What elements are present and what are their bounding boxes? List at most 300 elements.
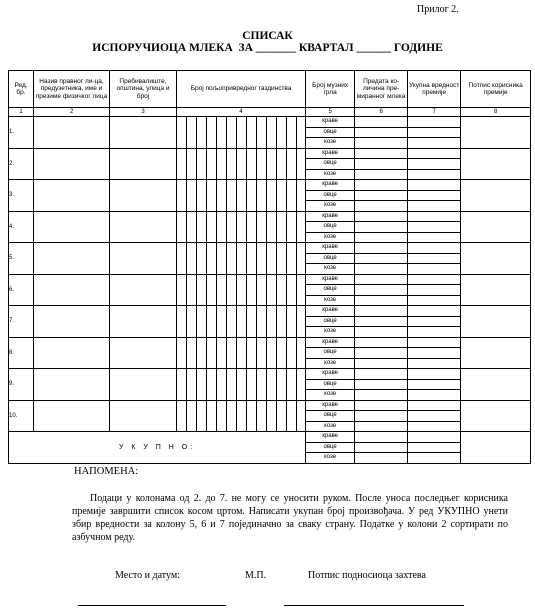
farm-digit-cell xyxy=(177,274,187,306)
farm-digit-cell xyxy=(207,243,217,275)
farm-digit-cell xyxy=(267,306,277,338)
farm-digit-cell xyxy=(237,243,247,275)
farm-digit-cell xyxy=(257,117,267,149)
farm-digit-cell xyxy=(187,117,197,149)
farm-digit-cell xyxy=(187,148,197,180)
premium-value-cell xyxy=(408,232,461,243)
species-label: краве xyxy=(306,211,355,222)
farm-digit-cell xyxy=(197,306,207,338)
premium-value-cell xyxy=(408,180,461,191)
farm-digit-cell xyxy=(237,306,247,338)
premium-value-cell xyxy=(408,327,461,338)
header-premium-value: Укупна вредност премије xyxy=(408,71,461,108)
annex-label: Прилог 2. xyxy=(417,4,459,15)
farm-digit-cell xyxy=(277,337,287,369)
premium-value-cell xyxy=(408,390,461,401)
farm-digit-cell xyxy=(217,117,227,149)
farm-digit-cell xyxy=(227,148,237,180)
supplier-name-cell xyxy=(34,148,110,180)
supplier-name-cell xyxy=(34,180,110,212)
species-label: козе xyxy=(306,232,355,243)
species-label: козе xyxy=(306,453,355,464)
farm-digit-cell xyxy=(187,274,197,306)
premium-value-cell xyxy=(408,411,461,422)
species-label: краве xyxy=(306,369,355,380)
farm-digit-cell xyxy=(237,274,247,306)
signature-cell xyxy=(461,369,531,401)
row-number: 6. xyxy=(9,274,34,306)
residence-cell xyxy=(110,369,177,401)
species-label: краве xyxy=(306,274,355,285)
farm-digit-cell xyxy=(257,337,267,369)
farm-digit-cell xyxy=(177,180,187,212)
farm-digit-cell xyxy=(277,400,287,432)
farm-digit-cell xyxy=(227,117,237,149)
supplier-row xyxy=(9,337,531,348)
header-dairy-animals: Број музних грла xyxy=(306,71,355,108)
milk-quantity-cell xyxy=(355,390,408,401)
species-label: овце xyxy=(306,411,355,422)
supplier-name-cell xyxy=(34,369,110,401)
premium-value-cell xyxy=(408,306,461,317)
species-label: краве xyxy=(306,432,355,443)
signature-cell xyxy=(461,274,531,306)
species-label: овце xyxy=(306,348,355,359)
farm-digit-cell xyxy=(207,369,217,401)
milk-quantity-cell xyxy=(355,306,408,317)
milk-quantity-cell xyxy=(355,264,408,275)
milk-quantity-cell xyxy=(355,274,408,285)
farm-digit-cell xyxy=(247,180,257,212)
milk-quantity-cell xyxy=(355,442,408,453)
note-text: Подаци у колонама од 2. до 7. не могу се уносити руком. После уноса последњег корисника премије завршити список косом цртом. Написати укупан број произвођача. У ред УКУПНО унети збир вредности за колону 5, 6 и 7 појединачно за сваку страну. Податке у колони 2 сортирати по азбучном реду. xyxy=(72,493,508,543)
row-number: 10. xyxy=(9,400,34,432)
row-number: 7. xyxy=(9,306,34,338)
farm-digit-cell xyxy=(247,400,257,432)
farm-digit-cell xyxy=(227,337,237,369)
residence-cell xyxy=(110,274,177,306)
farm-digit-cell xyxy=(297,180,306,212)
document-subtitle: ИСПОРУЧИОЦА МЛЕКА ЗА _______ КВАРТАЛ ______ ГОДИНЕ xyxy=(92,42,443,54)
row-number: 2. xyxy=(9,148,34,180)
header-row-number: Ред. бр. xyxy=(9,71,34,108)
species-label: овце xyxy=(306,159,355,170)
header-supplier-name: Назив правног ли-ца, предузетника, име и презиме физичког лица xyxy=(34,71,110,108)
farm-digit-cell xyxy=(267,211,277,243)
farm-digit-cell xyxy=(197,117,207,149)
column-number: 7 xyxy=(408,108,461,117)
farm-digit-cell xyxy=(257,211,267,243)
farm-digit-cell xyxy=(247,369,257,401)
premium-value-cell xyxy=(408,274,461,285)
row-number: 4. xyxy=(9,211,34,243)
farm-digit-cell xyxy=(217,148,227,180)
farm-digit-cell xyxy=(257,180,267,212)
farm-digit-cell xyxy=(297,148,306,180)
farm-digit-cell xyxy=(297,400,306,432)
farm-digit-cell xyxy=(267,180,277,212)
farm-digit-cell xyxy=(207,337,217,369)
species-label: овце xyxy=(306,285,355,296)
column-number: 3 xyxy=(110,108,177,117)
farm-digit-cell xyxy=(277,117,287,149)
species-label: овце xyxy=(306,222,355,233)
signature-cell xyxy=(461,211,531,243)
farm-digit-cell xyxy=(297,211,306,243)
species-label: овце xyxy=(306,442,355,453)
milk-quantity-cell xyxy=(355,421,408,432)
milk-quantity-cell xyxy=(355,222,408,233)
farm-digit-cell xyxy=(217,306,227,338)
premium-value-cell xyxy=(408,253,461,264)
milk-quantity-cell xyxy=(355,453,408,464)
supplier-name-cell xyxy=(34,274,110,306)
premium-value-cell xyxy=(408,432,461,443)
farm-digit-cell xyxy=(197,148,207,180)
signature-cell xyxy=(461,432,531,464)
farm-digit-cell xyxy=(257,243,267,275)
supplier-row xyxy=(9,274,531,285)
farm-digit-cell xyxy=(237,117,247,149)
farm-digit-cell xyxy=(227,211,237,243)
farm-digit-cell xyxy=(287,211,297,243)
farm-digit-cell xyxy=(207,117,217,149)
farm-digit-cell xyxy=(207,211,217,243)
farm-digit-cell xyxy=(277,148,287,180)
milk-quantity-cell xyxy=(355,337,408,348)
milk-quantity-cell xyxy=(355,117,408,128)
stamp-label: М.П. xyxy=(245,570,267,581)
row-number: 5. xyxy=(9,243,34,275)
residence-cell xyxy=(110,180,177,212)
premium-value-cell xyxy=(408,264,461,275)
farm-digit-cell xyxy=(237,211,247,243)
farm-digit-cell xyxy=(277,369,287,401)
species-label: краве xyxy=(306,180,355,191)
farm-digit-cell xyxy=(217,180,227,212)
farm-digit-cell xyxy=(207,180,217,212)
signature-cell xyxy=(461,243,531,275)
farm-digit-cell xyxy=(217,243,227,275)
milk-quantity-cell xyxy=(355,180,408,191)
premium-value-cell xyxy=(408,453,461,464)
farm-digit-cell xyxy=(277,211,287,243)
farm-digit-cell xyxy=(237,369,247,401)
farm-digit-cell xyxy=(237,337,247,369)
place-date-line xyxy=(78,605,226,606)
farm-digit-cell xyxy=(287,306,297,338)
species-label: краве xyxy=(306,400,355,411)
species-label: козе xyxy=(306,421,355,432)
premium-value-cell xyxy=(408,442,461,453)
milk-quantity-cell xyxy=(355,169,408,180)
header-signature: Потпис корисника премије xyxy=(461,71,531,108)
farm-digit-cell xyxy=(177,117,187,149)
farm-digit-cell xyxy=(197,274,207,306)
farm-digit-cell xyxy=(257,400,267,432)
farm-digit-cell xyxy=(297,243,306,275)
residence-cell xyxy=(110,243,177,275)
farm-digit-cell xyxy=(227,306,237,338)
signature-cell xyxy=(461,148,531,180)
column-numbers-row xyxy=(9,108,531,117)
premium-value-cell xyxy=(408,348,461,359)
supplier-row xyxy=(9,180,531,191)
milk-quantity-cell xyxy=(355,253,408,264)
milk-quantity-cell xyxy=(355,379,408,390)
farm-digit-cell xyxy=(217,211,227,243)
farm-digit-cell xyxy=(227,180,237,212)
note-title: НАПОМЕНА: xyxy=(74,466,139,477)
farm-digit-cell xyxy=(287,337,297,369)
farm-digit-cell xyxy=(217,400,227,432)
farm-digit-cell xyxy=(227,274,237,306)
signature-cell xyxy=(461,337,531,369)
milk-quantity-cell xyxy=(355,148,408,159)
place-date-label: Место и датум: xyxy=(115,570,180,581)
premium-value-cell xyxy=(408,201,461,212)
farm-digit-cell xyxy=(247,306,257,338)
farm-digit-cell xyxy=(247,117,257,149)
supplier-name-cell xyxy=(34,306,110,338)
farm-digit-cell xyxy=(187,211,197,243)
premium-value-cell xyxy=(408,148,461,159)
farm-digit-cell xyxy=(247,211,257,243)
farm-digit-cell xyxy=(207,274,217,306)
farm-digit-cell xyxy=(207,148,217,180)
species-label: краве xyxy=(306,337,355,348)
premium-value-cell xyxy=(408,379,461,390)
species-label: козе xyxy=(306,201,355,212)
farm-digit-cell xyxy=(237,148,247,180)
farm-digit-cell xyxy=(187,369,197,401)
premium-value-cell xyxy=(408,138,461,149)
milk-quantity-cell xyxy=(355,201,408,212)
farm-digit-cell xyxy=(227,369,237,401)
milk-quantity-cell xyxy=(355,295,408,306)
farm-digit-cell xyxy=(297,306,306,338)
farm-digit-cell xyxy=(177,369,187,401)
farm-digit-cell xyxy=(247,148,257,180)
farm-digit-cell xyxy=(287,148,297,180)
total-row xyxy=(9,432,531,443)
row-number: 8. xyxy=(9,337,34,369)
total-label: У К У П Н О: xyxy=(9,432,306,464)
farm-digit-cell xyxy=(297,369,306,401)
farm-digit-cell xyxy=(247,243,257,275)
farm-digit-cell xyxy=(187,306,197,338)
signature-cell xyxy=(461,117,531,149)
farm-digit-cell xyxy=(257,369,267,401)
premium-value-cell xyxy=(408,159,461,170)
premium-value-cell xyxy=(408,222,461,233)
farm-digit-cell xyxy=(197,243,207,275)
milk-quantity-cell xyxy=(355,358,408,369)
farm-digit-cell xyxy=(187,337,197,369)
farm-digit-cell xyxy=(177,211,187,243)
supplier-row xyxy=(9,211,531,222)
farm-digit-cell xyxy=(187,400,197,432)
farm-digit-cell xyxy=(197,337,207,369)
species-label: краве xyxy=(306,306,355,317)
species-label: козе xyxy=(306,169,355,180)
milk-quantity-cell xyxy=(355,285,408,296)
species-label: овце xyxy=(306,379,355,390)
supplier-row xyxy=(9,148,531,159)
premium-value-cell xyxy=(408,169,461,180)
farm-digit-cell xyxy=(257,306,267,338)
supplier-row xyxy=(9,306,531,317)
milk-quantity-cell xyxy=(355,232,408,243)
farm-digit-cell xyxy=(247,274,257,306)
farm-digit-cell xyxy=(267,148,277,180)
species-label: овце xyxy=(306,190,355,201)
row-number: 1. xyxy=(9,117,34,149)
premium-value-cell xyxy=(408,190,461,201)
premium-value-cell xyxy=(408,369,461,380)
signature-cell xyxy=(461,400,531,432)
farm-digit-cell xyxy=(187,243,197,275)
farm-digit-cell xyxy=(177,306,187,338)
milk-suppliers-table xyxy=(8,70,531,464)
signature-line xyxy=(284,605,464,606)
premium-value-cell xyxy=(408,243,461,254)
supplier-row xyxy=(9,117,531,128)
farm-digit-cell xyxy=(247,337,257,369)
farm-digit-cell xyxy=(267,337,277,369)
farm-digit-cell xyxy=(287,180,297,212)
premium-value-cell xyxy=(408,211,461,222)
premium-value-cell xyxy=(408,337,461,348)
column-number: 2 xyxy=(34,108,110,117)
milk-quantity-cell xyxy=(355,211,408,222)
column-number: 4 xyxy=(177,108,306,117)
species-label: овце xyxy=(306,316,355,327)
supplier-name-cell xyxy=(34,211,110,243)
species-label: козе xyxy=(306,295,355,306)
column-number: 1 xyxy=(9,108,34,117)
farm-digit-cell xyxy=(187,180,197,212)
residence-cell xyxy=(110,400,177,432)
farm-digit-cell xyxy=(177,337,187,369)
supplier-row xyxy=(9,400,531,411)
farm-digit-cell xyxy=(277,180,287,212)
residence-cell xyxy=(110,337,177,369)
farm-digit-cell xyxy=(217,369,227,401)
farm-digit-cell xyxy=(197,180,207,212)
premium-value-cell xyxy=(408,400,461,411)
farm-digit-cell xyxy=(197,369,207,401)
farm-digit-cell xyxy=(287,117,297,149)
premium-value-cell xyxy=(408,421,461,432)
premium-value-cell xyxy=(408,295,461,306)
residence-cell xyxy=(110,148,177,180)
farm-digit-cell xyxy=(237,400,247,432)
header-milk-quantity: Предата ко-личина пре-миранног млека xyxy=(355,71,408,108)
farm-digit-cell xyxy=(287,369,297,401)
farm-digit-cell xyxy=(297,337,306,369)
farm-digit-cell xyxy=(177,148,187,180)
farm-digit-cell xyxy=(227,243,237,275)
residence-cell xyxy=(110,211,177,243)
premium-value-cell xyxy=(408,127,461,138)
farm-digit-cell xyxy=(197,400,207,432)
farm-digit-cell xyxy=(267,274,277,306)
milk-quantity-cell xyxy=(355,190,408,201)
milk-quantity-cell xyxy=(355,159,408,170)
farm-digit-cell xyxy=(267,369,277,401)
species-label: козе xyxy=(306,390,355,401)
farm-digit-cell xyxy=(277,306,287,338)
farm-digit-cell xyxy=(257,274,267,306)
species-label: козе xyxy=(306,138,355,149)
supplier-name-cell xyxy=(34,243,110,275)
species-label: козе xyxy=(306,327,355,338)
signature-cell xyxy=(461,306,531,338)
row-number: 9. xyxy=(9,369,34,401)
column-number: 5 xyxy=(306,108,355,117)
column-number: 6 xyxy=(355,108,408,117)
species-label: овце xyxy=(306,253,355,264)
species-label: козе xyxy=(306,264,355,275)
species-label: краве xyxy=(306,243,355,254)
farm-digit-cell xyxy=(287,274,297,306)
header-row xyxy=(9,71,531,108)
milk-quantity-cell xyxy=(355,432,408,443)
residence-cell xyxy=(110,117,177,149)
farm-digit-cell xyxy=(227,400,237,432)
farm-digit-cell xyxy=(177,400,187,432)
milk-quantity-cell xyxy=(355,348,408,359)
milk-quantity-cell xyxy=(355,243,408,254)
farm-digit-cell xyxy=(287,400,297,432)
species-label: козе xyxy=(306,358,355,369)
row-number: 3. xyxy=(9,180,34,212)
species-label: овце xyxy=(306,127,355,138)
supplier-row xyxy=(9,243,531,254)
milk-quantity-cell xyxy=(355,400,408,411)
signature-cell xyxy=(461,180,531,212)
farm-digit-cell xyxy=(277,274,287,306)
farm-digit-cell xyxy=(217,337,227,369)
milk-quantity-cell xyxy=(355,411,408,422)
farm-digit-cell xyxy=(267,117,277,149)
farm-digit-cell xyxy=(177,243,187,275)
column-number: 8 xyxy=(461,108,531,117)
farm-digit-cell xyxy=(237,180,247,212)
milk-quantity-cell xyxy=(355,327,408,338)
farm-digit-cell xyxy=(267,400,277,432)
supplier-name-cell xyxy=(34,400,110,432)
premium-value-cell xyxy=(408,117,461,128)
milk-quantity-cell xyxy=(355,127,408,138)
supplier-name-cell xyxy=(34,337,110,369)
applicant-signature-label: Потпис подносиоца захтева xyxy=(308,570,426,581)
header-farm-number: Број пољопривредног газдинства xyxy=(177,71,306,108)
farm-digit-cell xyxy=(297,274,306,306)
supplier-row xyxy=(9,369,531,380)
milk-quantity-cell xyxy=(355,316,408,327)
farm-digit-cell xyxy=(257,148,267,180)
farm-digit-cell xyxy=(277,243,287,275)
milk-quantity-cell xyxy=(355,138,408,149)
farm-digit-cell xyxy=(207,400,217,432)
residence-cell xyxy=(110,306,177,338)
header-residence: Пребивалиште, општина, улица и број xyxy=(110,71,177,108)
premium-value-cell xyxy=(408,358,461,369)
farm-digit-cell xyxy=(207,306,217,338)
premium-value-cell xyxy=(408,316,461,327)
